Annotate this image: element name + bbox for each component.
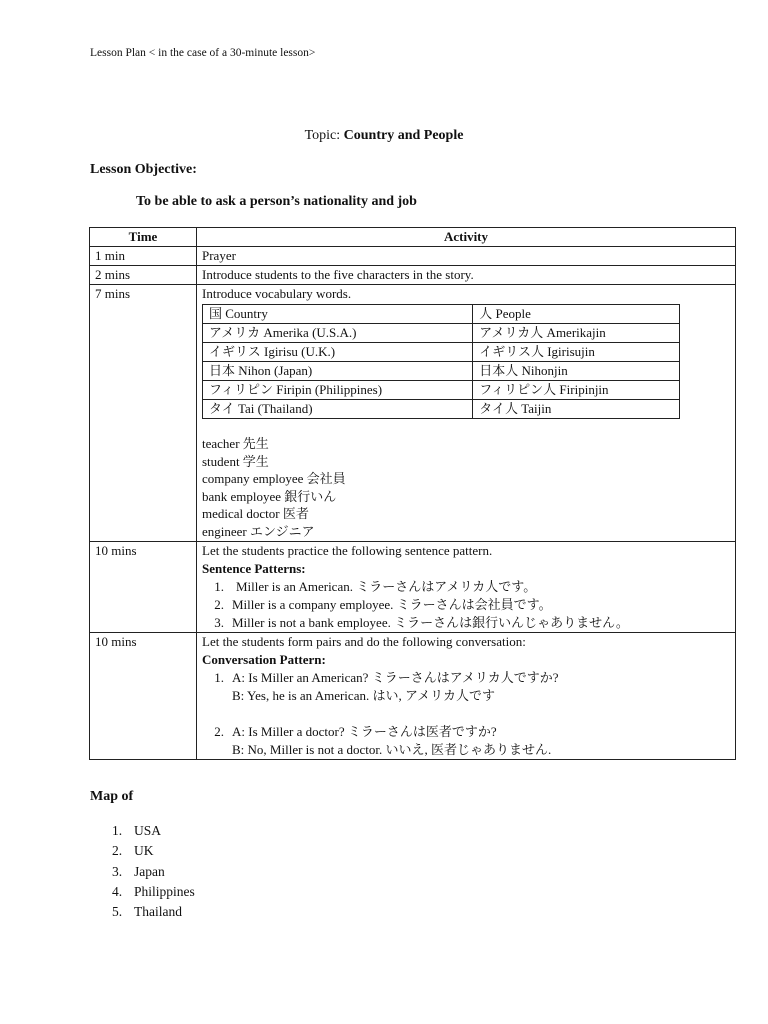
vocab-cell: 人 People bbox=[473, 305, 680, 324]
vocab-cell: アメリカ人 Amerikajin bbox=[473, 324, 680, 343]
job-word: bank employee 銀行いん bbox=[202, 488, 337, 504]
activity-cell bbox=[197, 541, 736, 632]
header-note: Lesson Plan < in the case of a 30-minute lesson> bbox=[90, 47, 316, 59]
conversation-line-b: B: Yes, he is an American. はい, アメリカ人です bbox=[232, 687, 496, 703]
sentence-patterns-heading: Sentence Patterns: bbox=[202, 560, 306, 576]
activity-cell bbox=[197, 285, 736, 542]
vocab-row bbox=[203, 343, 680, 362]
list-item: 3. Japan bbox=[112, 863, 165, 879]
activity-text: Let the students practice the following sentence pattern. bbox=[202, 542, 493, 558]
vocab-cell: フィリピン人 Firipinjin bbox=[473, 381, 680, 400]
table-row bbox=[90, 266, 736, 285]
time-cell: 10 mins bbox=[90, 541, 197, 632]
activity-text: Let the students form pairs and do the following conversation: bbox=[202, 633, 526, 649]
vocab-cell: アメリカ Amerika (U.S.A.) bbox=[203, 324, 473, 343]
list-item-text: Philippines bbox=[134, 883, 195, 899]
list-item-text: USA bbox=[134, 823, 162, 838]
vocab-cell: イギリス人 Igirisujin bbox=[473, 343, 680, 362]
objective-label: Lesson Objective: bbox=[90, 162, 197, 177]
list-item: 1. USA bbox=[112, 823, 162, 838]
vocab-cell: タイ Tai (Thailand) bbox=[203, 400, 473, 419]
vocab-row bbox=[203, 362, 680, 381]
conversation-line-a: A: Is Miller an American? ミラーさんはアメリカ人ですか? bbox=[232, 669, 559, 685]
vocab-row bbox=[203, 400, 680, 419]
conversation-line-a: A: Is Miller a doctor? ミラーさんは医者ですか? bbox=[232, 723, 497, 739]
list-item-text: UK bbox=[134, 843, 154, 859]
sentence-pattern-text: Miller is an American. ミラーさんはアメリカ人です。 bbox=[236, 578, 537, 594]
list-item: 5. Thailand bbox=[112, 904, 182, 920]
time-cell: 1 min bbox=[90, 247, 197, 266]
map-label: Map of bbox=[90, 789, 134, 804]
time-cell: 10 mins bbox=[90, 632, 197, 759]
list-item: 4. Philippines bbox=[112, 883, 195, 899]
time-cell: 7 mins bbox=[90, 285, 197, 542]
conversation-item: 2. A: Is Miller a doctor? ミラーさんは医者ですか? bbox=[214, 723, 497, 739]
job-word: company employee 会社員 bbox=[202, 471, 346, 487]
conversation-item bbox=[202, 687, 730, 705]
vocab-cell: イギリス Igirisu (U.K.) bbox=[203, 343, 473, 362]
table-header-row bbox=[90, 228, 736, 247]
list-item-text: Thailand bbox=[134, 904, 182, 920]
list-item: 2. UK bbox=[112, 843, 154, 859]
vocab-row bbox=[203, 305, 680, 324]
table-row bbox=[90, 247, 736, 266]
sentence-pattern-text: Miller is a company employee. ミラーさんは会社員です。 bbox=[232, 596, 552, 612]
conversation-item bbox=[202, 741, 730, 759]
page-title bbox=[0, 128, 768, 144]
job-word-list bbox=[202, 435, 730, 541]
activity-cell: Introduce students to the five characters in the story. bbox=[197, 266, 736, 285]
table-row bbox=[90, 632, 736, 759]
activity-text: Introduce vocabulary words. bbox=[202, 286, 352, 301]
job-word: student 学生 bbox=[202, 453, 269, 469]
objective-text: To be able to ask a person’s nationality and job bbox=[136, 194, 417, 209]
table-row bbox=[90, 541, 736, 632]
conversation-pattern-heading: Conversation Pattern: bbox=[202, 651, 326, 667]
time-cell: 2 mins bbox=[90, 266, 197, 285]
lesson-plan-table bbox=[89, 227, 736, 760]
conversation-item: 1. A: Is Miller an American? ミラーさんはアメリカ人ですか? bbox=[214, 669, 559, 685]
activity-cell: Prayer bbox=[197, 247, 736, 266]
topic-label: Topic: bbox=[304, 128, 341, 143]
vocab-cell: 日本人 Nihonjin bbox=[473, 362, 680, 381]
job-word: engineer エンジニア bbox=[202, 523, 315, 539]
sentence-pattern-text: Miller is not a bank employee. ミラーさんは銀行いんじゃありません。 bbox=[232, 614, 629, 630]
sentence-pattern-item: 1. Miller is an American. ミラーさんはアメリカ人です。 bbox=[214, 578, 537, 594]
vocab-cell: 日本 Nihon (Japan) bbox=[203, 362, 473, 381]
topic-title: Country and People bbox=[343, 128, 464, 143]
vocab-cell: タイ人 Taijin bbox=[473, 400, 680, 419]
vocab-cell: フィリピン Firipin (Philippines) bbox=[203, 381, 473, 400]
sentence-pattern-item: 3. Miller is not a bank employee. ミラーさんは銀行いんじゃありません。 bbox=[214, 614, 629, 630]
table-row bbox=[90, 285, 736, 542]
list-item-text: Japan bbox=[134, 863, 165, 879]
job-word: medical doctor 医者 bbox=[202, 506, 309, 522]
vocab-row bbox=[203, 381, 680, 400]
vocab-table bbox=[202, 304, 680, 419]
conversation-line-b: B: No, Miller is not a doctor. いいえ, 医者じゃありません. bbox=[232, 741, 552, 757]
job-word: teacher 先生 bbox=[202, 436, 269, 451]
map-list bbox=[112, 821, 195, 922]
header-time: Time bbox=[90, 228, 197, 247]
activity-cell bbox=[197, 632, 736, 759]
vocab-cell: 国 Country bbox=[203, 305, 473, 324]
header-activity: Activity bbox=[197, 228, 736, 247]
sentence-pattern-item: 2. Miller is a company employee. ミラーさんは会社員です。 bbox=[214, 596, 552, 612]
vocab-row bbox=[203, 324, 680, 343]
